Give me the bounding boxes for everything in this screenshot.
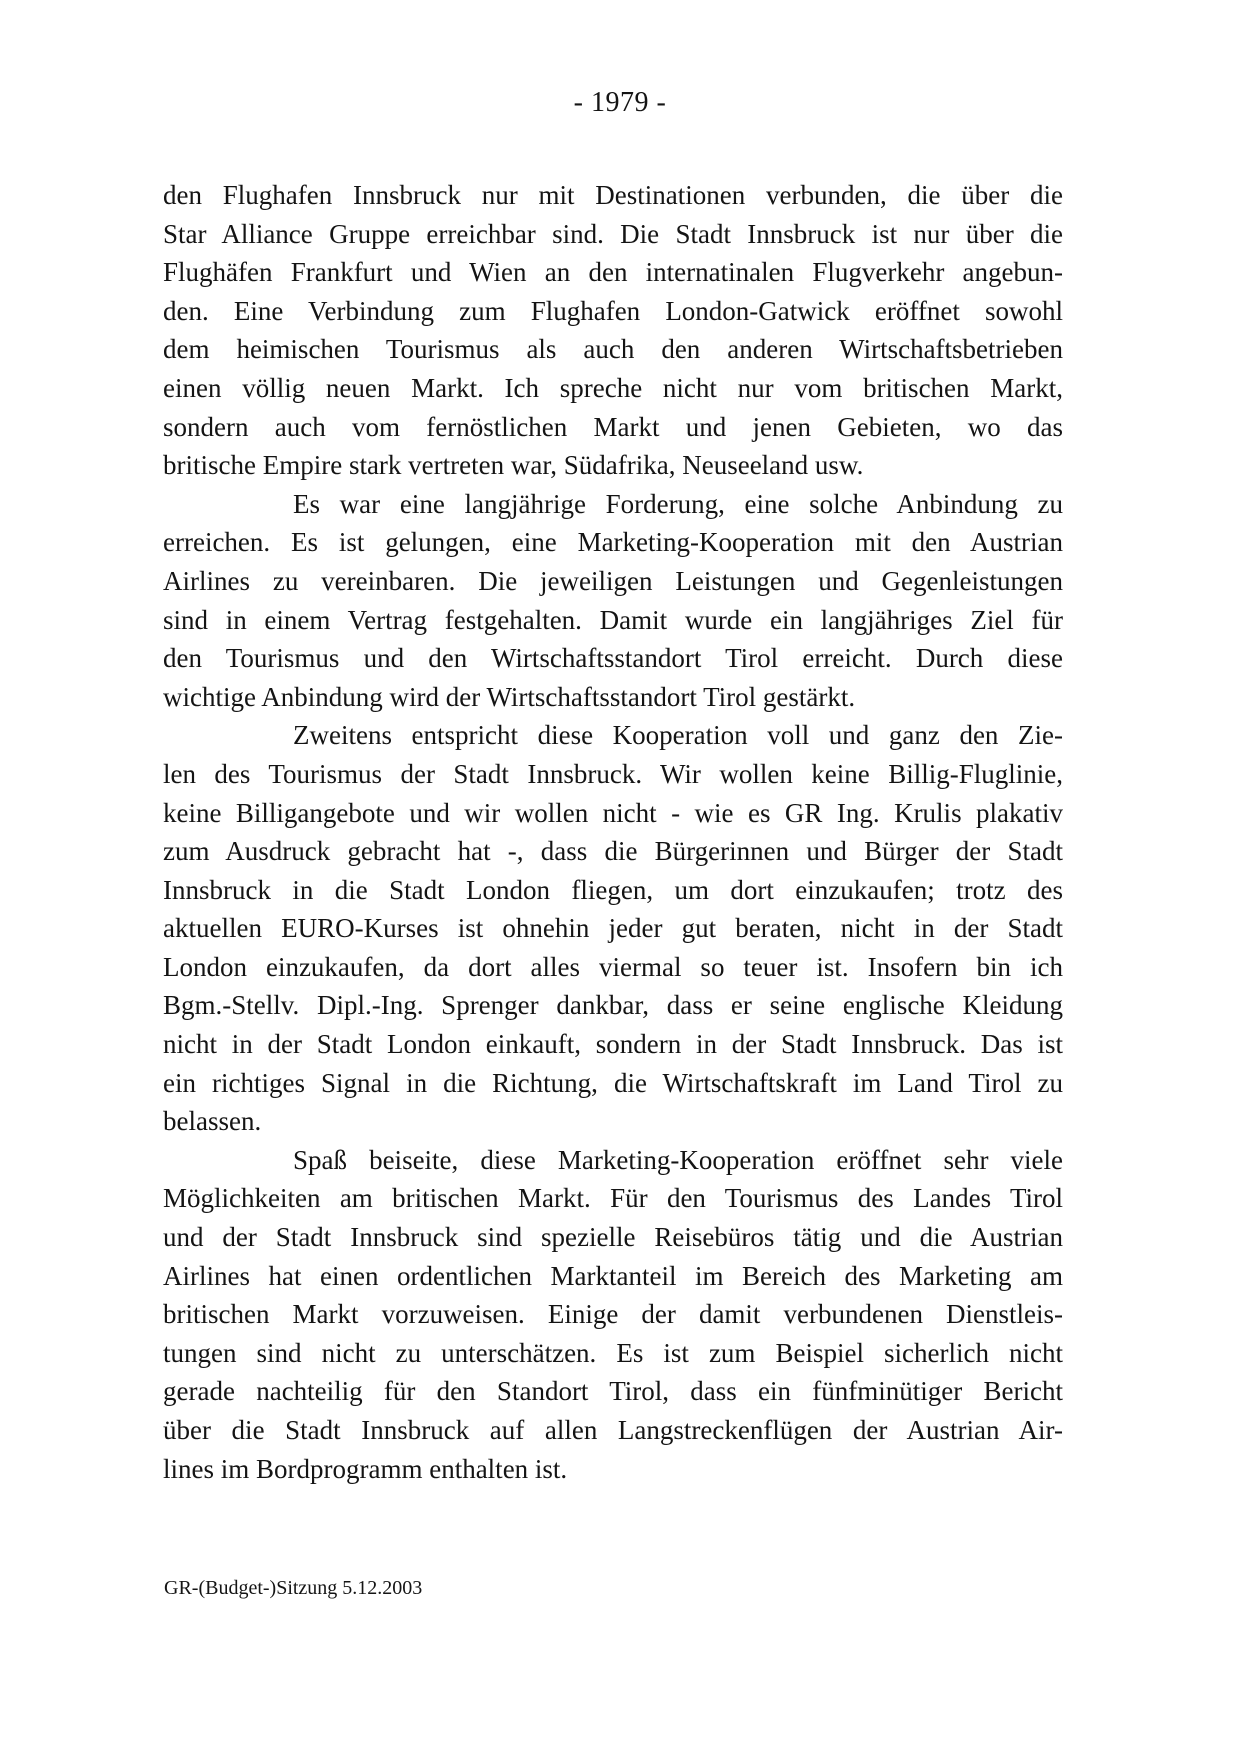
text-line: Möglichkeiten am britischen Markt. Für den Tourismus des Landes Tirol: [163, 1183, 1063, 1214]
paragraph: [163, 1141, 1063, 1488]
text-line: aktuellen EURO-Kurses ist ohnehin jeder gut beraten, nicht in der Stadt: [163, 913, 1063, 944]
footer-session-label: GR-(Budget-)Sitzung 5.12.2003: [164, 1577, 423, 1599]
paragraph: [163, 485, 1063, 717]
text-line: keine Billigangebote und wir wollen nicht - wie es GR Ing. Krulis plakativ: [163, 797, 1063, 828]
text-line: und der Stadt Innsbruck sind spezielle Reisebüros tätig und die Austrian: [163, 1222, 1063, 1253]
text-line: über die Stadt Innsbruck auf allen Langstreckenflügen der Austrian Air-: [163, 1415, 1063, 1445]
text-line: len des Tourismus der Stadt Innsbruck. Wir wollen keine Billig-Fluglinie,: [163, 758, 1063, 789]
text-line: Zweitens entspricht diese Kooperation voll und ganz den Zie-: [293, 720, 1063, 751]
text-line: Es war eine langjährige Forderung, eine solche Anbindung zu: [293, 488, 1063, 519]
text-line: den Flughafen Innsbruck nur mit Destinationen verbunden, die über die: [163, 180, 1063, 210]
text-line: erreichen. Es ist gelungen, eine Marketing-Kooperation mit den Austrian: [163, 527, 1063, 558]
paragraph: [163, 716, 1063, 1141]
text-line: gerade nachteilig für den Standort Tirol, dass ein fünfminütiger Bericht: [163, 1376, 1063, 1407]
text-line: nicht in der Stadt London einkauft, sondern in der Stadt Innsbruck. Das ist: [163, 1029, 1063, 1060]
page-number: - 1979 -: [573, 87, 667, 118]
text-line: ein richtiges Signal in die Richtung, die Wirtschaftskraft im Land Tirol zu: [163, 1067, 1063, 1098]
text-line: Bgm.-Stellv. Dipl.-Ing. Sprenger dankbar, dass er seine englische Kleidung: [163, 990, 1063, 1021]
text-line: den Tourismus und den Wirtschaftsstandort Tirol erreicht. Durch diese: [163, 643, 1063, 674]
text-line: lines im Bordprogramm enthalten ist.: [163, 1453, 568, 1484]
text-line: britischen Markt vorzuweisen. Einige der damit verbundenen Dienstleis-: [163, 1299, 1063, 1330]
text-line: zum Ausdruck gebracht hat -, dass die Bürgerinnen und Bürger der Stadt: [163, 836, 1063, 867]
text-line: dem heimischen Tourismus als auch den anderen Wirtschaftsbetrieben: [163, 334, 1063, 365]
text-line: belassen.: [163, 1106, 262, 1137]
text-line: Airlines zu vereinbaren. Die jeweiligen Leistungen und Gegenleistungen: [163, 565, 1063, 596]
text-line: den. Eine Verbindung zum Flughafen London-Gatwick eröffnet sowohl: [163, 295, 1063, 326]
text-line: wichtige Anbindung wird der Wirtschaftsstandort Tirol gestärkt.: [163, 681, 856, 712]
text-line: sondern auch vom fernöstlichen Markt und jenen Gebieten, wo das: [163, 411, 1063, 442]
text-line: britische Empire stark vertreten war, Südafrika, Neuseeland usw.: [163, 450, 864, 481]
text-line: Flughäfen Frankfurt und Wien an den internatinalen Flugverkehr angebun-: [163, 257, 1063, 288]
document-body: [163, 176, 1063, 1488]
text-line: tungen sind nicht zu unterschätzen. Es ist zum Beispiel sicherlich nicht: [163, 1337, 1063, 1368]
text-line: Airlines hat einen ordentlichen Marktanteil im Bereich des Marketing am: [163, 1260, 1063, 1291]
text-line: London einzukaufen, da dort alles viermal so teuer ist. Insofern bin ich: [163, 951, 1063, 982]
paragraph: [163, 176, 1063, 485]
text-line: Spaß beiseite, diese Marketing-Kooperation eröffnet sehr viele: [293, 1144, 1063, 1175]
text-line: Innsbruck in die Stadt London fliegen, um dort einzukaufen; trotz des: [163, 874, 1063, 905]
text-line: Star Alliance Gruppe erreichbar sind. Die Stadt Innsbruck ist nur über die: [163, 218, 1063, 249]
text-line: einen völlig neuen Markt. Ich spreche nicht nur vom britischen Markt,: [163, 372, 1063, 403]
text-line: sind in einem Vertrag festgehalten. Damit wurde ein langjähriges Ziel für: [163, 604, 1063, 635]
